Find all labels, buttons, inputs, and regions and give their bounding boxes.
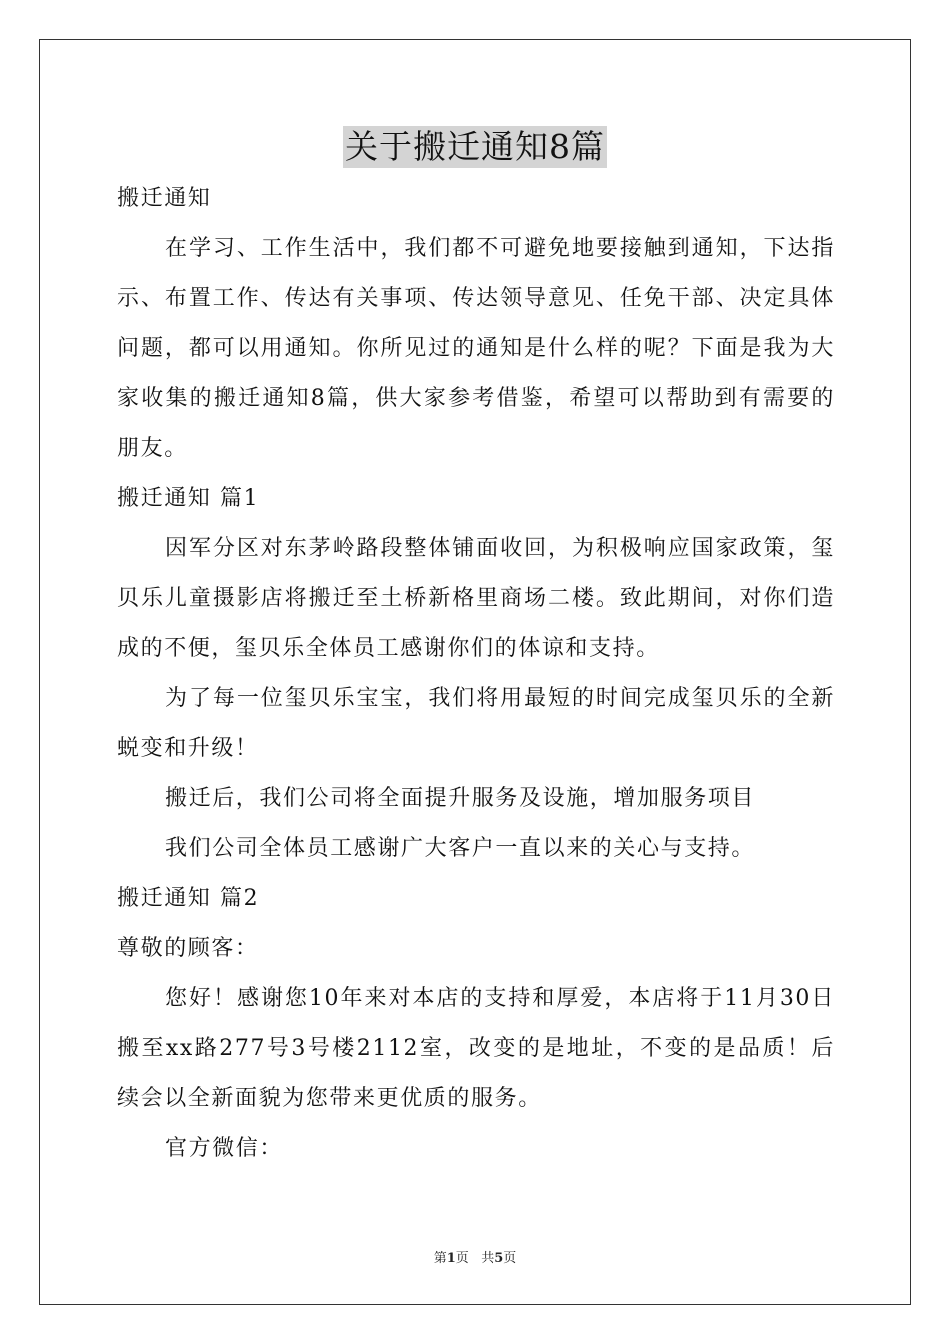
total-suffix: 页 [503,1251,517,1266]
title-container [0,126,950,168]
page-total: 5 [494,1251,504,1266]
page-suffix: 页 [455,1251,469,1266]
intro-paragraph: 在学习、工作生活中，我们都不可避免地要接触到通知，下达指示、布置工作、传达有关事项、传达领导意见、任免干部、决定具体问题，都可以用通知。你所见过的通知是什么样的呢？下面是我为大家收集的搬迁通知8篇，供大家参考借鉴，希望可以帮助到有需要的朋友。 [117,236,835,461]
section2-paragraph-2: 官方微信： [165,1136,284,1161]
section1-paragraph-4: 我们公司全体员工感谢广大客户一直以来的关心与支持。 [165,836,756,861]
document-body [117,174,835,1174]
section1-paragraph-3: 搬迁后，我们公司将全面提升服务及设施，增加服务项目 [165,786,756,811]
page-footer [0,1247,950,1266]
section2-salutation: 尊敬的顾客： [117,936,259,961]
document-title: 关于搬迁通知8篇 [345,127,605,166]
section1-paragraph-2: 为了每一位玺贝乐宝宝，我们将用最短的时间完成玺贝乐的全新蜕变和升级！ [117,686,835,761]
section2-paragraph-1: 您好！感谢您10年来对本店的支持和厚爱，本店将于11月30日搬至xx路277号3号楼2112室，改变的是地址，不变的是品质！后续会以全新面貌为您带来更优质的服务。 [117,986,835,1111]
page-current: 1 [446,1251,456,1266]
section1-paragraph-1: 因军分区对东茅岭路段整体铺面收回，为积极响应国家政策，玺贝乐儿童摄影店将搬迁至土桥新格里商场二楼。致此期间，对你们造成的不便，玺贝乐全体员工感谢你们的体谅和支持。 [117,536,835,661]
page-prefix: 第 [433,1251,447,1266]
section1-heading: 搬迁通知 篇1 [117,486,260,511]
section2-heading: 搬迁通知 篇2 [117,886,260,911]
intro-heading: 搬迁通知 [117,186,212,211]
total-prefix: 共 [481,1251,495,1266]
